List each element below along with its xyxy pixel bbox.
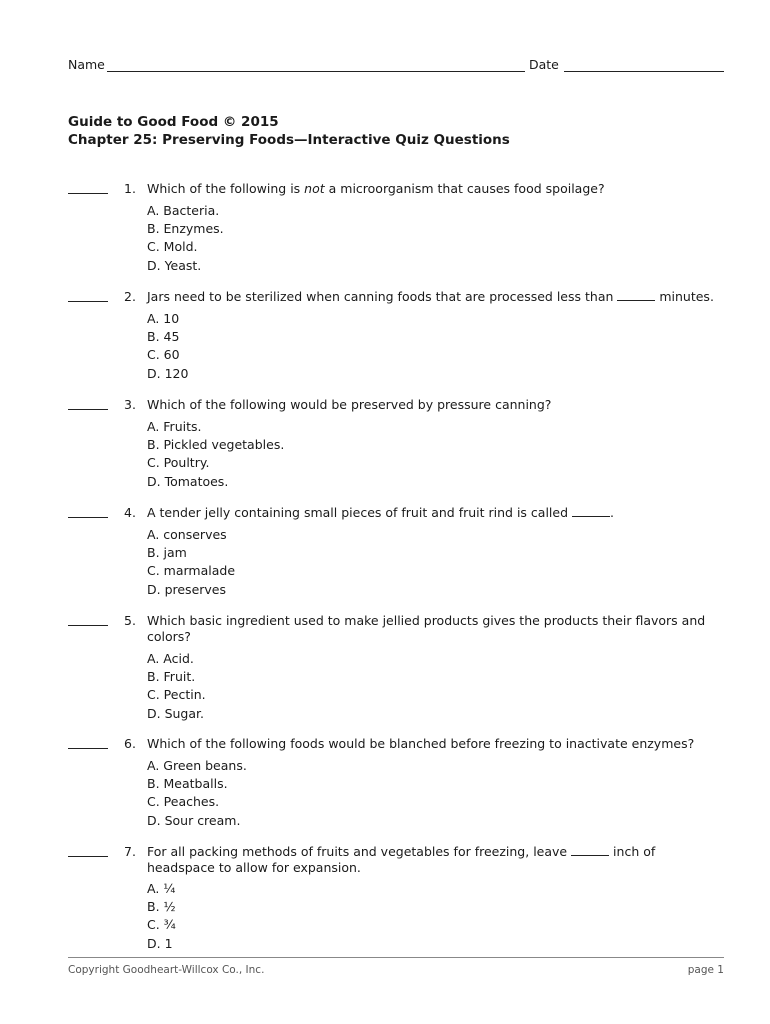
date-label: Date: [529, 57, 559, 72]
option: D. Yeast.: [147, 257, 202, 273]
answer-blank[interactable]: [68, 748, 108, 749]
question-stem: For all packing methods of fruits and vegetables for freezing, leave inch of headspace to allow for expansion.: [147, 844, 656, 875]
question-stem: Jars need to be sterilized when canning foods that are processed less than minutes.: [147, 289, 714, 304]
question-stem: Which of the following would be preserved by pressure canning?: [147, 397, 552, 412]
question-number: 7.: [124, 844, 136, 859]
options-list: [147, 526, 235, 599]
answer-blank[interactable]: [68, 409, 108, 410]
option: C. marmalade: [147, 563, 236, 579]
option: B. Pickled vegetables.: [147, 437, 285, 453]
options-list: [147, 202, 224, 275]
question-stem: Which of the following foods would be blanched before freezing to inactivate enzymes?: [147, 736, 695, 751]
option: A. Fruits.: [147, 419, 202, 434]
question-number: 3.: [124, 397, 136, 412]
question-stem: A tender jelly containing small pieces of fruit and fruit rind is called .: [147, 505, 614, 520]
options-list: [147, 880, 176, 953]
question-stem: Which basic ingredient used to make jellied products gives the products their flavors and colors?: [147, 613, 706, 644]
option: A. conserves: [147, 527, 227, 542]
options-list: [147, 757, 247, 830]
name-date-row: [68, 57, 724, 75]
option: B. Enzymes.: [147, 221, 224, 237]
option: D. Tomatoes.: [147, 473, 229, 489]
fill-in-blank: [571, 845, 609, 856]
answer-blank[interactable]: [68, 301, 108, 302]
emphasis-text: not: [304, 181, 325, 196]
answer-blank[interactable]: [68, 856, 108, 857]
footer-divider: [68, 957, 724, 958]
options-list: [147, 650, 206, 723]
option: B. ½: [147, 899, 176, 915]
option: C. Peaches.: [147, 794, 220, 810]
question-number: 5.: [124, 613, 136, 628]
book-title: Guide to Good Food © 2015: [68, 114, 279, 130]
chapter-title: Chapter 25: Preserving Foods—Interactive Quiz Questions: [68, 132, 510, 148]
option: B. 45: [147, 329, 180, 345]
option: C. Pectin.: [147, 687, 206, 703]
option: D. Sugar.: [147, 705, 204, 721]
date-field-line[interactable]: [564, 71, 724, 72]
copyright-text: Copyright Goodheart-Willcox Co., Inc.: [68, 964, 265, 976]
option: D. preserves: [147, 581, 227, 597]
answer-blank[interactable]: [68, 193, 108, 194]
name-label: Name: [68, 57, 105, 72]
option: A. ¼: [147, 881, 176, 896]
option: D. 1: [147, 935, 173, 951]
worksheet-page: [68, 0, 724, 1024]
option: C. ¾: [147, 917, 176, 933]
options-list: [147, 310, 188, 383]
option: A. Bacteria.: [147, 203, 220, 218]
option: C. 60: [147, 347, 180, 363]
question-stem: Which of the following is not a microorganism that causes food spoilage?: [147, 181, 605, 196]
question-number: 2.: [124, 289, 136, 304]
option: C. Poultry.: [147, 455, 210, 471]
option: D. 120: [147, 365, 189, 381]
option: A. 10: [147, 311, 180, 326]
option: B. Meatballs.: [147, 776, 228, 792]
question-number: 6.: [124, 736, 136, 751]
option: A. Acid.: [147, 651, 194, 666]
option: B. Fruit.: [147, 669, 196, 685]
page-number: page 1: [687, 964, 724, 976]
fill-in-blank: [617, 290, 655, 301]
question-number: 4.: [124, 505, 136, 520]
option: D. Sour cream.: [147, 812, 241, 828]
options-list: [147, 418, 284, 491]
option: A. Green beans.: [147, 758, 247, 773]
answer-blank[interactable]: [68, 625, 108, 626]
name-field-line[interactable]: [107, 71, 525, 72]
answer-blank[interactable]: [68, 517, 108, 518]
question-number: 1.: [124, 181, 136, 196]
fill-in-blank: [572, 506, 610, 517]
option: C. Mold.: [147, 239, 198, 255]
option: B. jam: [147, 545, 187, 561]
